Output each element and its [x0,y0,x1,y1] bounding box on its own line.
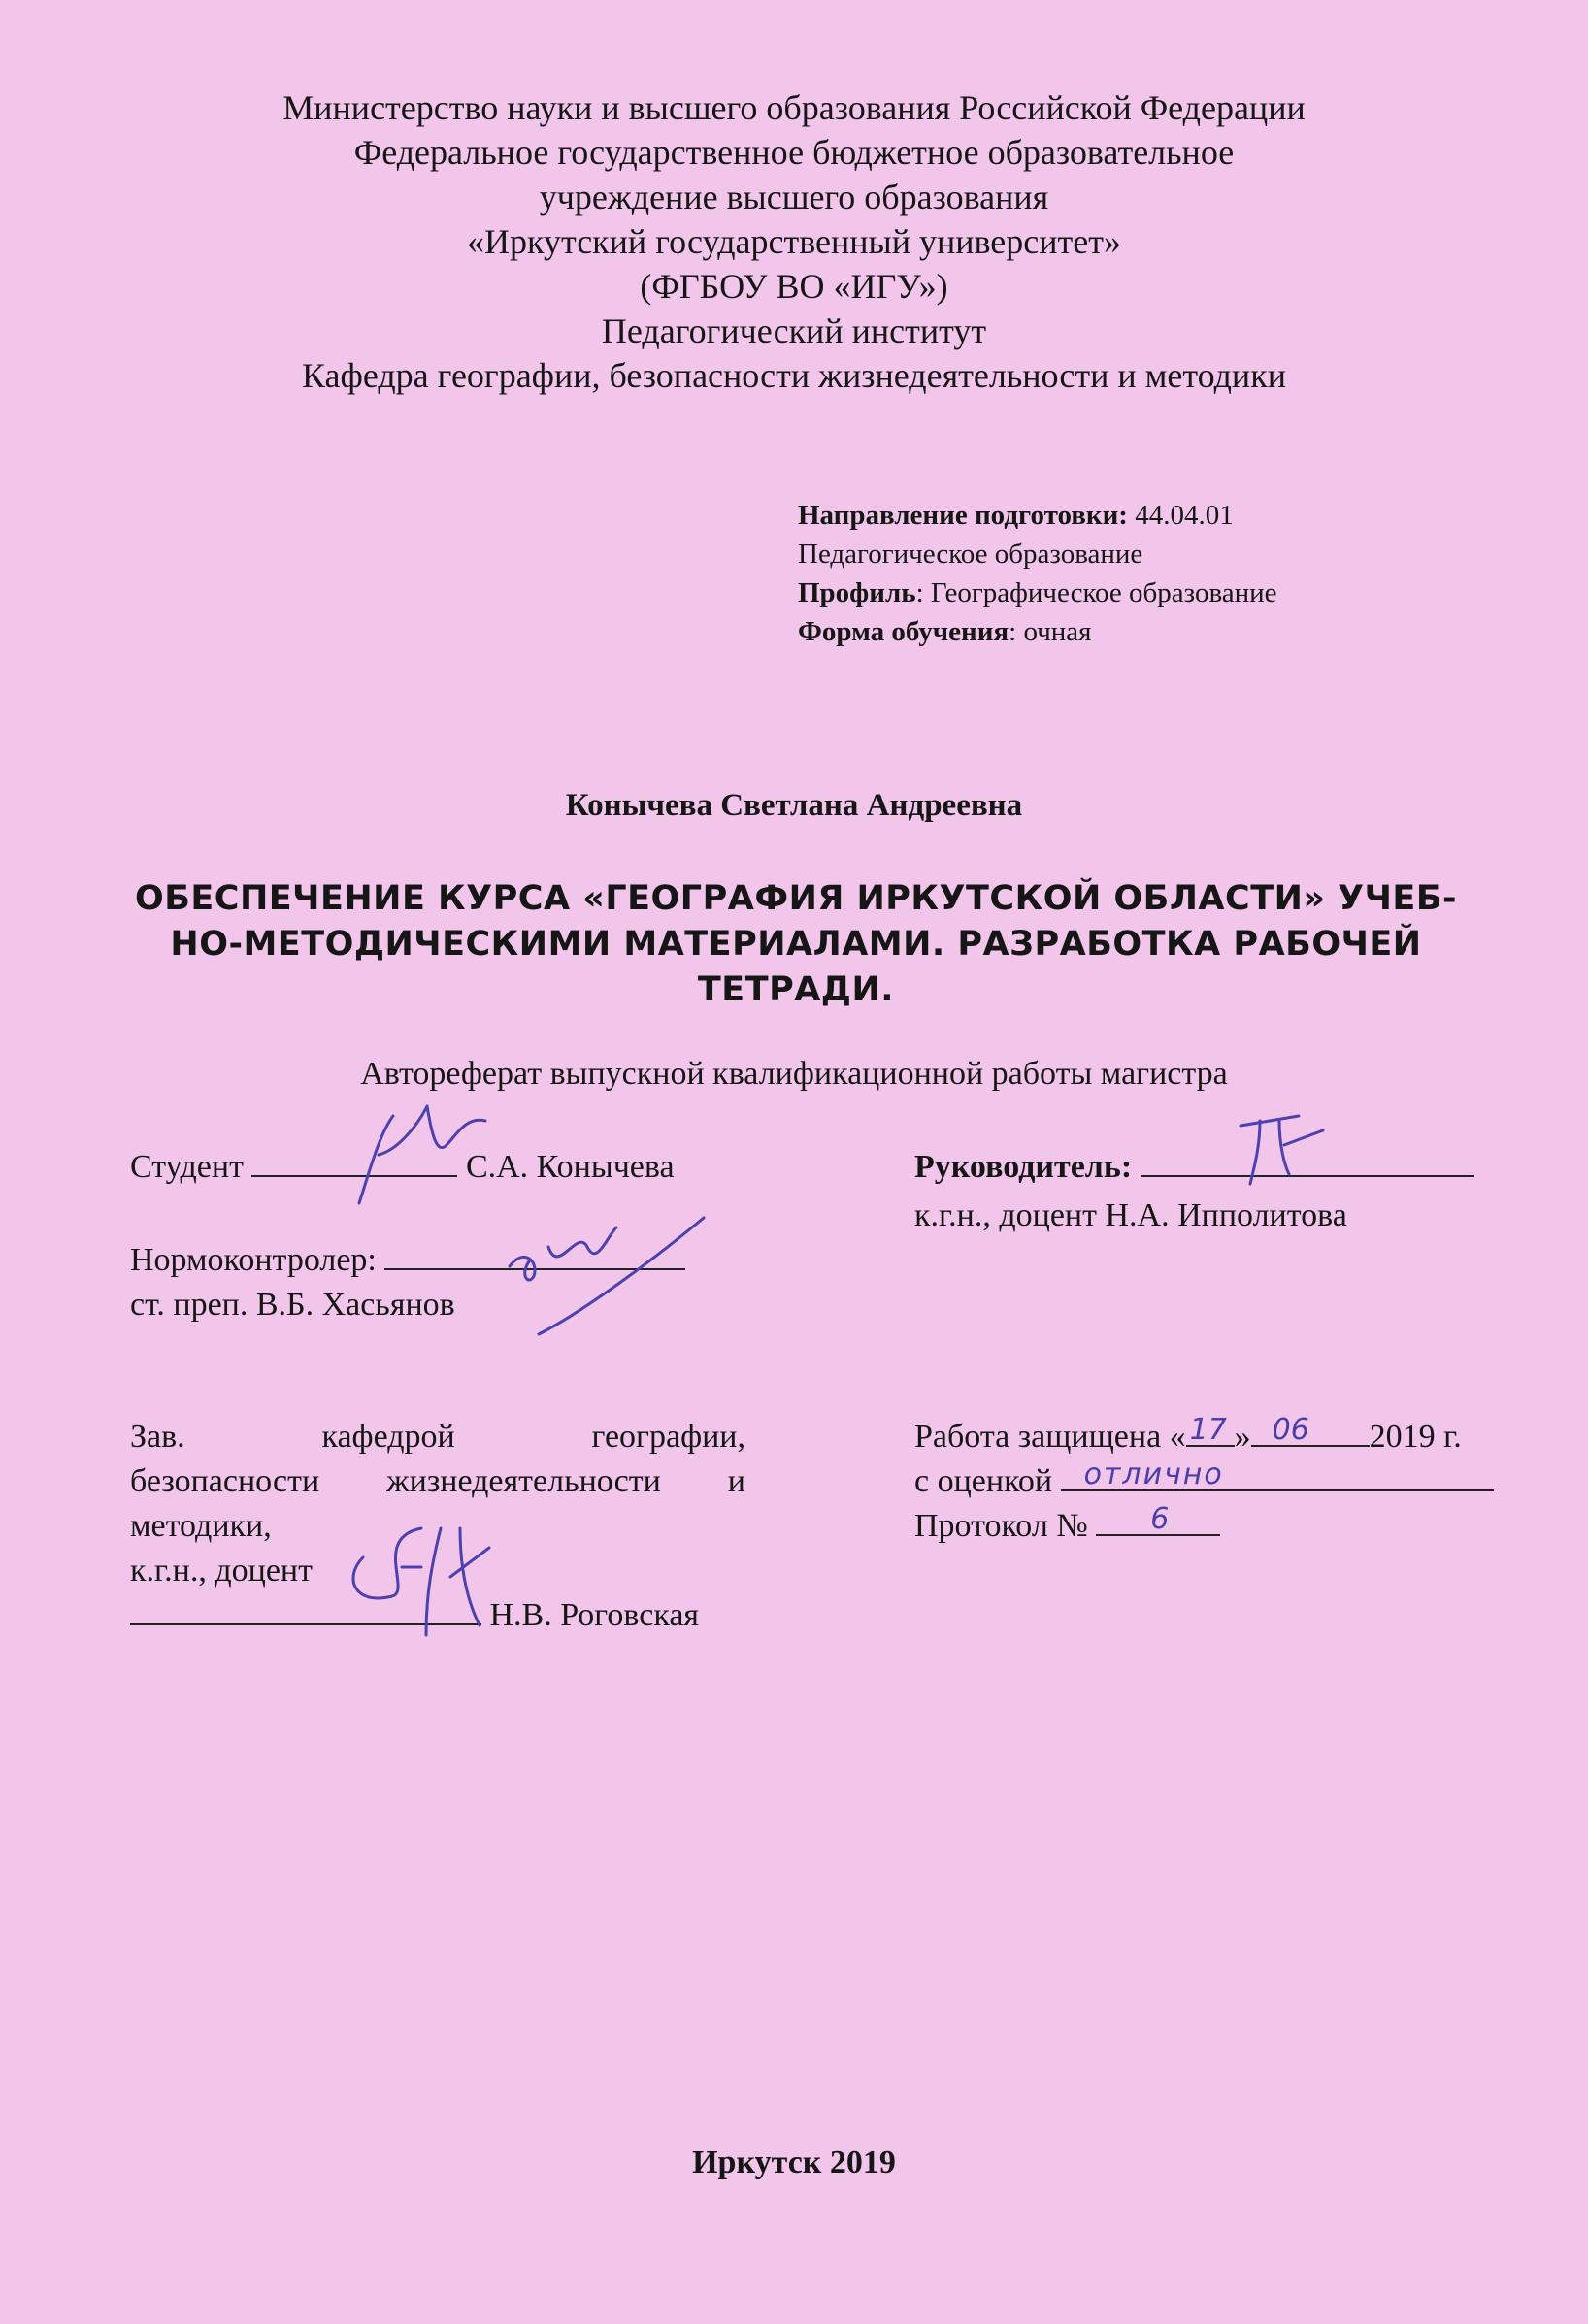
author-name: Конычева Светлана Андреевна [565,788,1023,823]
head-line-2 [130,1459,745,1504]
direction-row [798,496,1565,535]
head-word: кафедрой [321,1419,455,1455]
defense-label: Работа защищена « [914,1419,1186,1455]
form-row [798,612,1565,651]
head-word: Зав. [130,1419,185,1455]
supervisor-signature [1231,1106,1338,1194]
header-line: Федеральное государственное бюджетное образовательное [353,133,1235,172]
header-line: Министерство науки и высшего образования Российской Федерации [282,88,1306,127]
supervisor-signature-row [914,1145,1474,1190]
defense-month: 06 [1272,1413,1309,1447]
student-signature [340,1097,495,1213]
header-line: «Иркутский государственный университет» [467,222,1121,261]
form-value: : очная [1009,616,1092,647]
head-word: и [727,1463,745,1499]
head-line-1 [130,1415,745,1459]
header-line: Кафедра географии, безопасности жизнедеятельности и методики [302,356,1286,395]
title-line: ТЕТРАДИ. [697,970,895,1009]
head-word: жизнедеятельности [386,1463,661,1499]
defense-block [914,1415,1526,1549]
student-label: Студент [130,1149,244,1185]
direction-name: Педагогическое образование [798,539,1143,570]
month-line [1251,1413,1370,1447]
program-info [798,496,1565,651]
direction-label: Направление подготовки: [798,500,1128,531]
head-word: географии, [591,1419,745,1455]
protocol-line [1096,1502,1220,1536]
protocol-row [914,1504,1526,1549]
normcontrol-label: Нормоконтролер: [130,1242,377,1278]
protocol-number: 6 [1150,1502,1170,1536]
thesis-title [126,876,1466,1013]
head-line-3: методики, [130,1508,272,1544]
head-word: безопасности [130,1463,320,1499]
city-year: Иркутск 2019 [692,2144,896,2180]
student-name: С.А. Конычева [465,1149,675,1185]
grade-value: отлично [1083,1457,1224,1491]
grade-row [914,1459,1526,1504]
document-subtitle: Автореферат выпускной квалификационной работы магистра [360,1056,1228,1092]
header-line: учреждение высшего образования [539,178,1049,216]
head-name: Н.В. Роговская [489,1597,700,1633]
normcontrol-signature [500,1208,723,1344]
profile-row [798,573,1565,612]
head-signature [334,1519,499,1645]
profile-label: Профиль [798,577,916,608]
day-line [1186,1413,1235,1447]
protocol-label: Протокол № [914,1508,1088,1544]
grade-label: с оценкой [914,1463,1053,1499]
grade-line [1061,1457,1494,1491]
defense-year: 2019 г. [1369,1419,1462,1455]
title-line: НО-МЕТОДИЧЕСКИМИ МАТЕРИАЛАМИ. РАЗРАБОТКА РАБОЧЕЙ [170,925,1422,964]
profile-value: : Географическое образование [915,577,1277,608]
defense-mid: » [1234,1419,1251,1455]
header-line: Педагогический институт [601,311,987,350]
institution-header [0,85,1588,398]
title-line: ОБЕСПЕЧЕНИЕ КУРСА «ГЕОГРАФИЯ ИРКУТСКОЙ ОБЛАСТИ» УЧЕБ- [134,879,1458,918]
form-label: Форма обучения [798,616,1009,647]
direction-value: 44.04.01 [1135,500,1234,531]
supervisor-name: к.г.н., доцент Н.А. Ипполитова [914,1197,1347,1233]
normcontrol-name: ст. преп. В.Б. Хасьянов [130,1287,455,1323]
defense-day: 17 [1189,1413,1227,1447]
head-line-4: к.г.н., доцент [130,1553,313,1588]
supervisor-label: Руководитель: [914,1149,1133,1185]
header-line: (ФГБОУ ВО «ИГУ») [640,267,948,306]
